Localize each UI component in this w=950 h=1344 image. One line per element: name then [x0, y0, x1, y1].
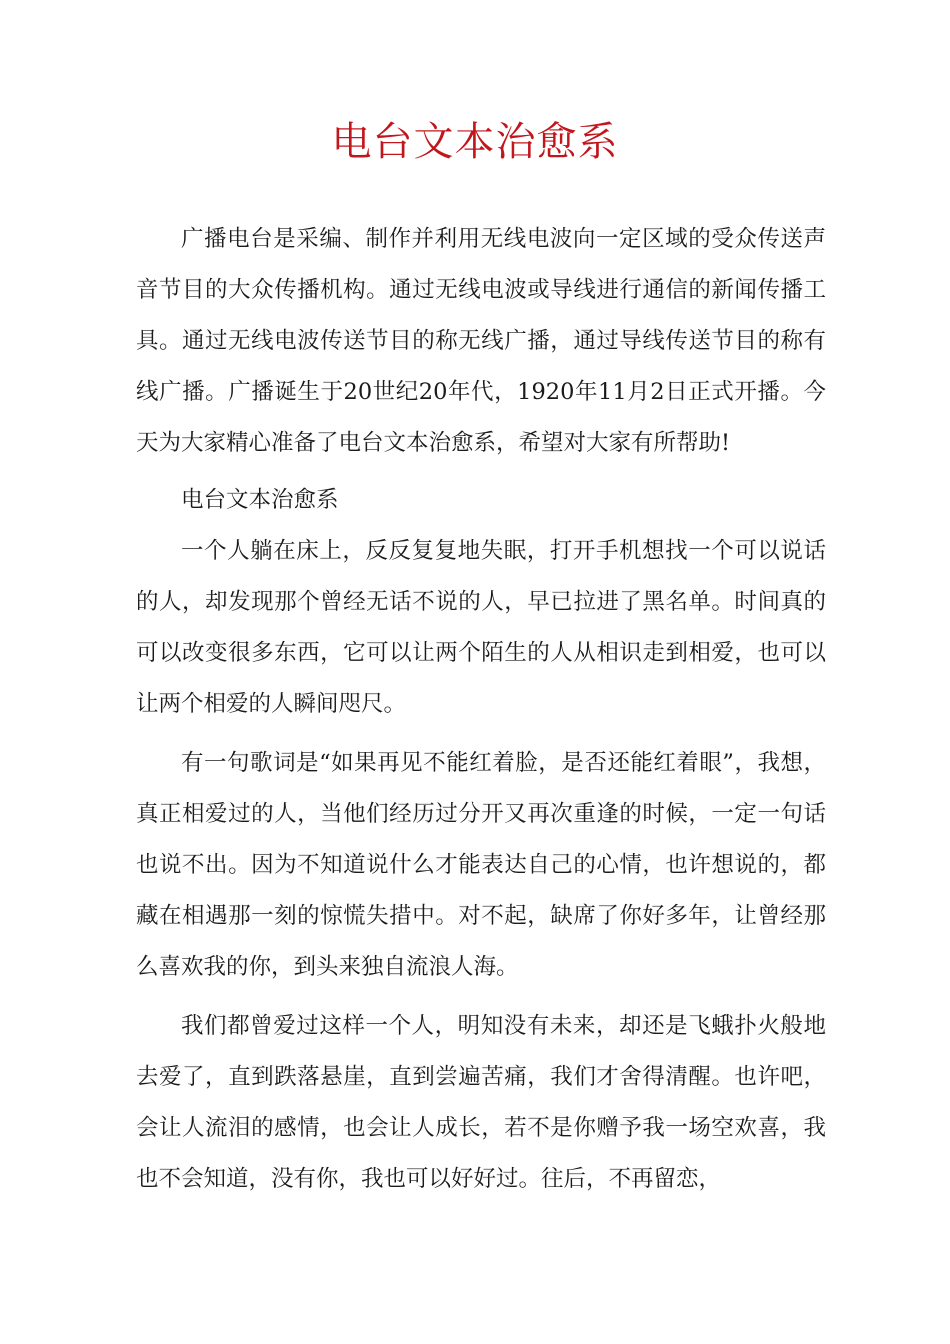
paragraph-insomnia: 一个人躺在床上，反反复复地失眠，打开手机想找一个可以说话的人，却发现那个曾经无话不说的人，早已拉进了黑名单。时间真的可以改变很多东西，它可以让两个陌生的人从相识走到相爱，也可以让两个相爱的人瞬间咫尺。: [136, 538, 826, 717]
paragraph-intro: 广播电台是采编、制作并利用无线电波向一定区域的受众传送声音节目的大众传播机构。通过无线电波或导线进行通信的新闻传播工具。通过无线电波传送节目的称无线广播，通过导线传送节目的称有线广播。广播诞生于20世纪20年代，1920年11月2日正式开播。今天为大家精心准备了电台文本治愈系，希望对大家有所帮助!: [136, 226, 826, 456]
paragraph-subheading: 电台文本治愈系: [181, 487, 339, 513]
paragraph-love: 我们都曾爱过这样一个人，明知没有未来，却还是飞蛾扑火般地去爱了，直到跌落悬崖，直到尝遍苦痛，我们才舍得清醒。也许吧，会让人流泪的感情，也会让人成长，若不是你赠予我一场空欢喜，我也不会知道，没有你，我也可以好好过。往后，不再留恋，: [136, 1013, 826, 1192]
document-title: 电台文本治愈系: [331, 119, 619, 165]
paragraph-lyrics: 有一句歌词是“如果再见不能红着脸，是否还能红着眼”，我想，真正相爱过的人，当他们经历过分开又再次重逢的时候，一定一句话也说不出。因为不知道说什么才能表达自己的心情，也许想说的，都藏在相遇那一刻的惊慌失措中。对不起，缺席了你好多年，让曾经那么喜欢我的你，到头来独自流浪人海。: [136, 750, 826, 980]
document-body: [136, 214, 826, 1205]
